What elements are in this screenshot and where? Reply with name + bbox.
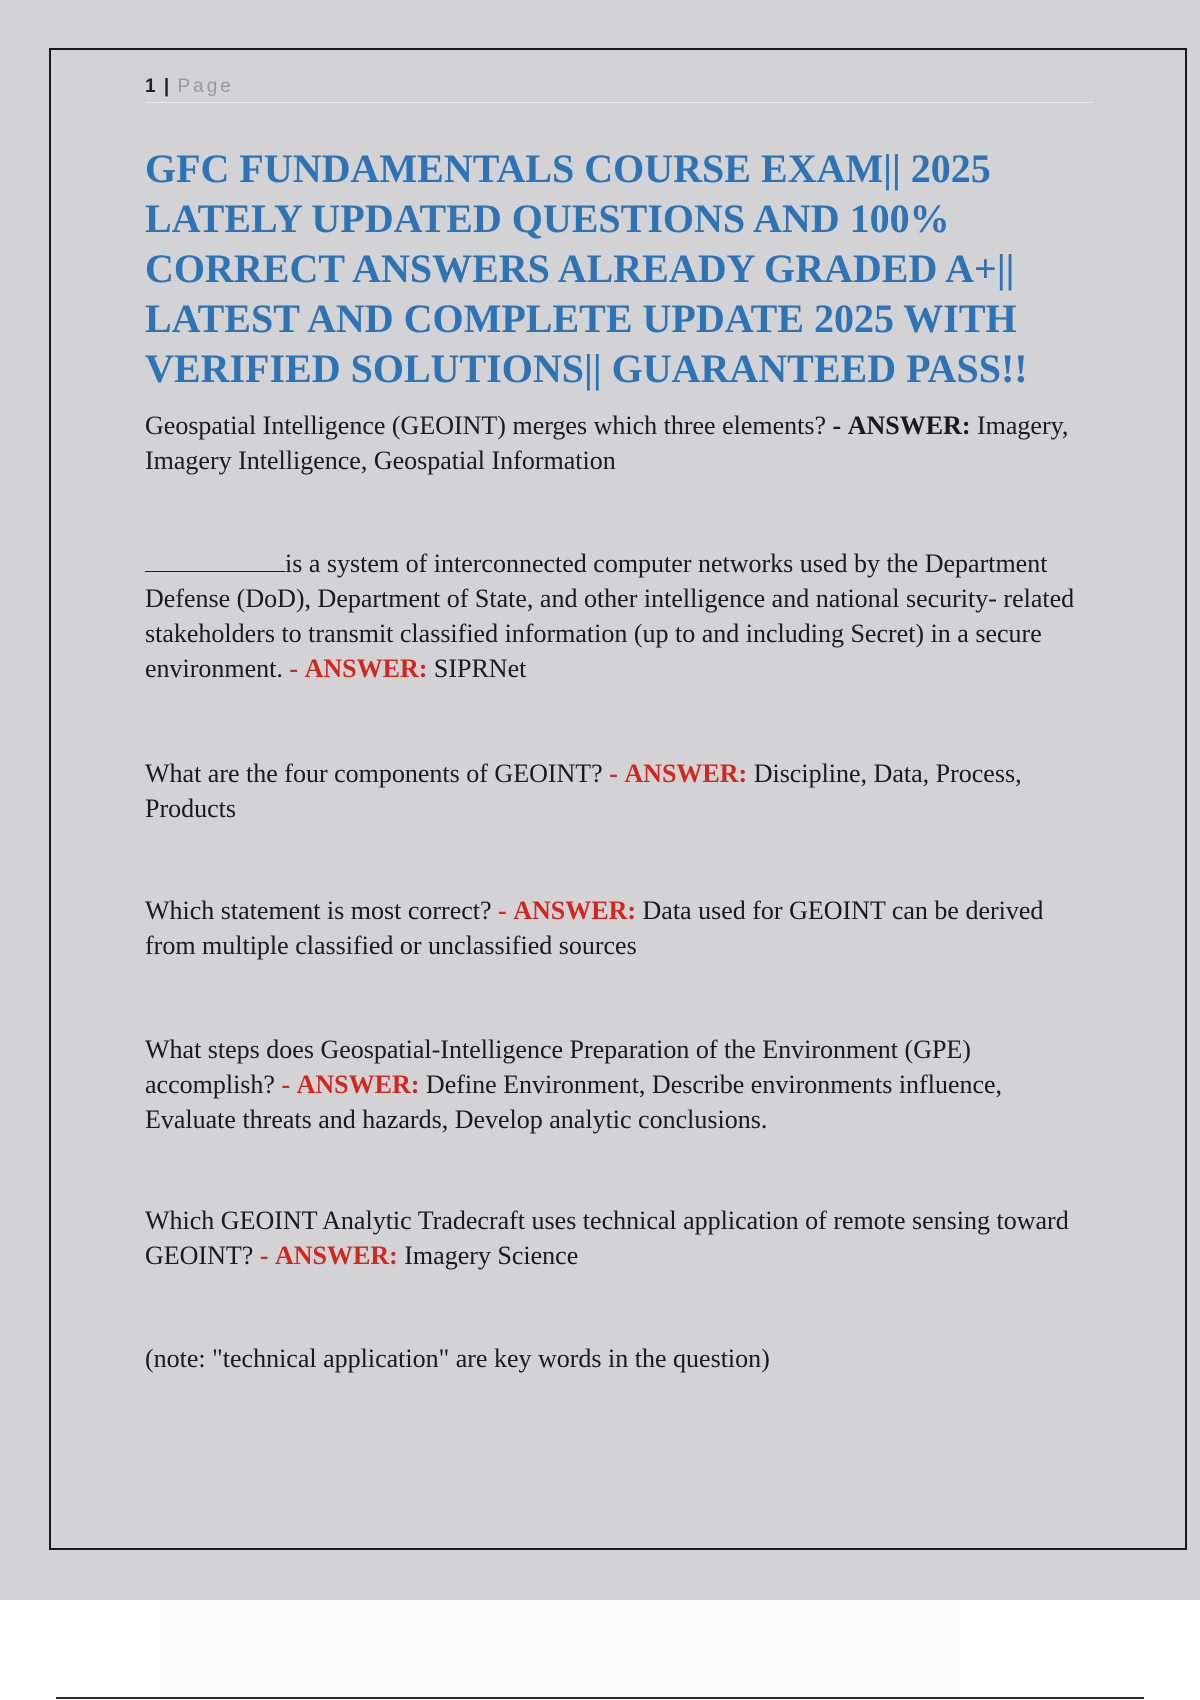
answer-text: Define Environment, Describe environments influence, Evaluate threats and hazards, Develop analytic conclusions. <box>145 1070 1003 1134</box>
answer-label: ANSWER: <box>274 1241 398 1270</box>
page-number-separator: | <box>163 76 170 97</box>
question-text: is a system of interconnected computer networks used by the Department Defense (DoD), Department of State, and other intelligence and national security- related stakeholders to transmit classified information (up to and including Secret) in a secure environment. <box>145 549 1075 683</box>
answer-separator: - <box>259 1241 269 1270</box>
qa-item-4 <box>145 893 1093 963</box>
question-text: What steps does Geospatial-Intelligence Preparation of the Environment (GPE) accomplish? <box>145 1035 971 1099</box>
qa-item-5 <box>145 1032 1093 1137</box>
note-text: (note: "technical application" are key words in the question) <box>145 1344 770 1373</box>
answer-separator: - <box>498 896 507 925</box>
qa-item-2 <box>145 546 1093 686</box>
answer-label: ANSWER: <box>304 654 428 683</box>
answer-separator: - <box>281 1070 291 1099</box>
page-label: Page <box>177 76 234 97</box>
answer-text: Data used for GEOINT can be derived from multiple classified or unclassified sources <box>145 896 1044 960</box>
answer-label: ANSWER: <box>847 411 971 440</box>
fill-in-blank <box>145 549 285 572</box>
footer-divider <box>56 1697 1144 1699</box>
answer-separator: - <box>289 654 299 683</box>
question-text: Geospatial Intelligence (GEOINT) merges which three elements? <box>145 411 827 440</box>
footer-area <box>160 1600 960 1700</box>
answer-label: ANSWER: <box>513 896 637 925</box>
answer-separator: - <box>609 759 618 788</box>
question-text: What are the four components of GEOINT? <box>145 759 603 788</box>
answer-text: Imagery Science <box>404 1241 579 1270</box>
answer-text: Imagery, Imagery Intelligence, Geospatial Information <box>145 411 1069 475</box>
answer-label: ANSWER: <box>296 1070 420 1099</box>
page-header <box>145 76 1093 103</box>
question-text: Which GEOINT Analytic Tradecraft uses technical application of remote sensing toward GEOINT? <box>145 1206 1069 1270</box>
document-title: GFC FUNDAMENTALS COURSE EXAM|| 2025 LATELY UPDATED QUESTIONS AND 100% CORRECT ANSWERS ALREADY GRADED A+|| LATEST AND COMPLETE UPDATE 2025 WITH VERIFIED SOLUTIONS|| GUARANTEED PASS!! <box>145 146 1028 391</box>
answer-text: Discipline, Data, Process, Products <box>145 759 1022 823</box>
qa-item-6 <box>145 1203 1093 1273</box>
qa-item-3 <box>145 756 1093 826</box>
answer-label: ANSWER: <box>624 759 748 788</box>
qa-item-1 <box>145 408 1093 478</box>
answer-separator: - <box>832 411 842 440</box>
question-text: Which statement is most correct? <box>145 896 492 925</box>
answer-text: SIPRNet <box>433 654 527 683</box>
page-number: 1 <box>145 76 156 97</box>
